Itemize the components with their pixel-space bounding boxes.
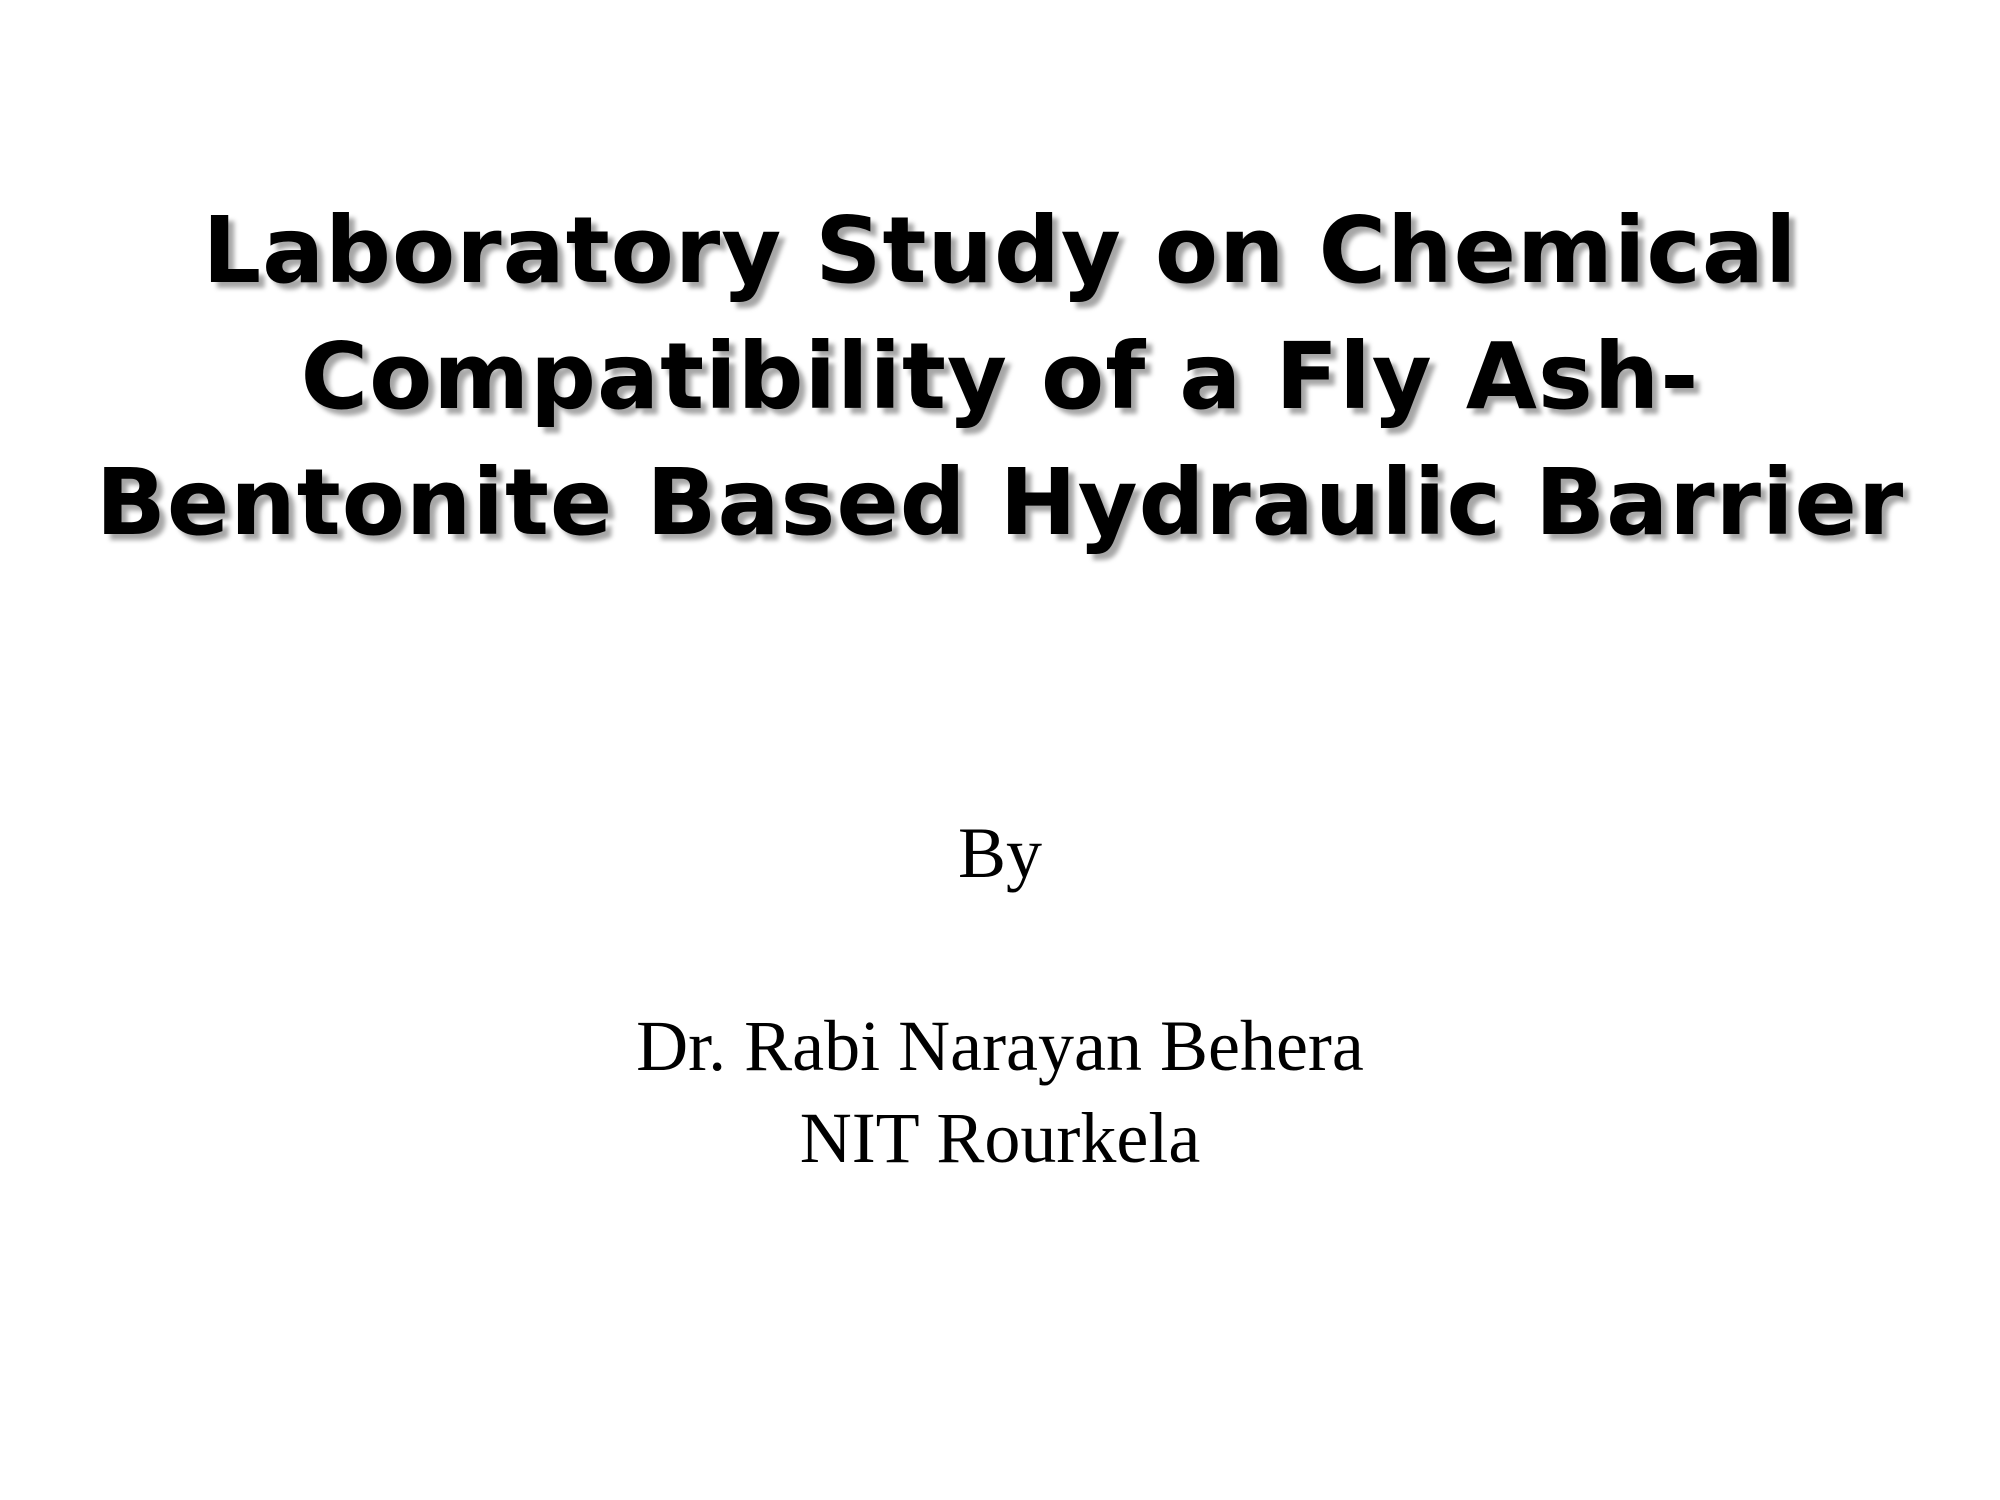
- by-label: By: [957, 813, 1043, 893]
- author-name: Dr. Rabi Narayan Behera: [636, 1006, 1364, 1086]
- title-line-1: Laboratory Study on Chemical: [202, 197, 1798, 304]
- title-line-2: Compatibility of a Fly Ash-: [300, 323, 1700, 430]
- author-block: [0, 1000, 2000, 1184]
- title-line-3: Bentonite Based Hydraulic Barrier: [95, 449, 1905, 556]
- slide-title: [0, 188, 2000, 566]
- author-affiliation: NIT Rourkela: [799, 1098, 1201, 1178]
